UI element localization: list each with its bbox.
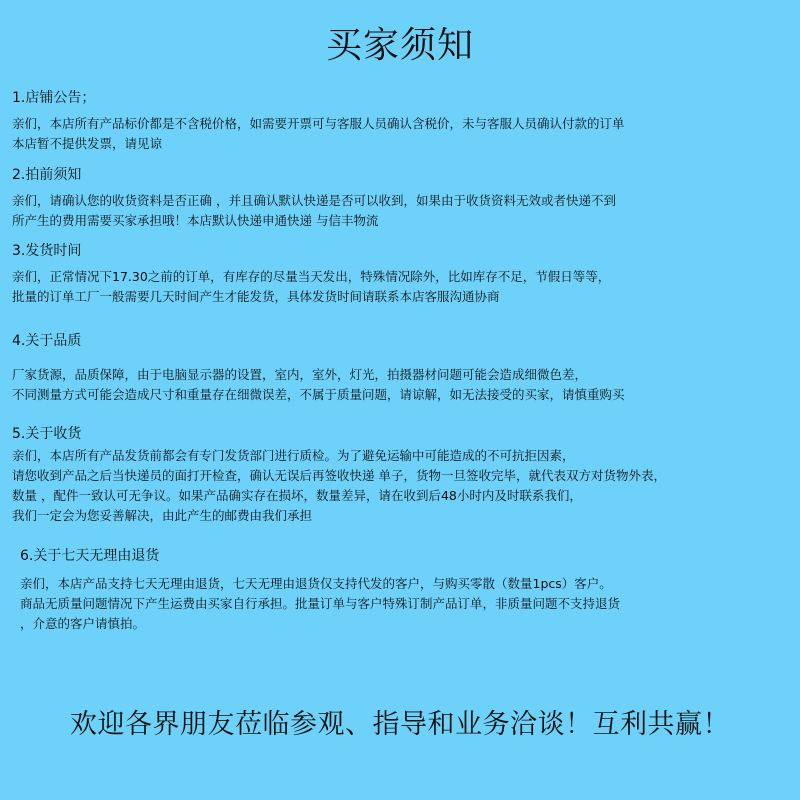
- section-before-purchase: [12, 165, 616, 231]
- section-line: 亲们，请确认您的收货资料是否正确 ，并且确认默认快递是否可以收到，如果由于收货资料无效或者快递不到: [12, 193, 616, 208]
- section-heading: 5.关于收货: [12, 426, 82, 442]
- section-heading: 2.拍前须知: [12, 167, 82, 183]
- section-quality: [12, 331, 625, 405]
- section-seven-day-return: [20, 546, 620, 634]
- section-line: 数量 ，配件一致认可无争议。如果产品确实存在损坏，数量差异，请在收到后48小时内及时联系我们，: [12, 488, 582, 503]
- section-line: 亲们，正常情况下17.30之前的订单，有库存的尽量当天发出，特殊情况除外，比如库存不足，节假日等等，: [12, 269, 611, 284]
- section-line: 我们一定会为您妥善解决，由此产生的邮费由我们承担: [12, 508, 313, 523]
- section-heading: 1.店铺公告；: [12, 90, 96, 106]
- section-line: 厂家货源，品质保障，由于电脑显示器的设置，室内，室外，灯光，拍摄器材问题可能会造成细微色差，: [12, 367, 588, 382]
- section-receiving: [12, 424, 666, 526]
- section-store-announcement: [12, 88, 625, 154]
- section-line: 本店暂不提供发票，请见谅: [12, 136, 163, 151]
- section-line: 亲们，本店产品支持七天无理由退货，七天无理由退货仅支持代发的客户，与购买零散（数量1pcs）客户。: [20, 576, 612, 591]
- section-line: 请您收到产品之后当快递员的面打开检查，确认无误后再签收快递 单子，货物一旦签收完毕，就代表双方对货物外表，: [12, 468, 666, 483]
- section-line: 商品无质量问题情况下产生运费由买家自行承担。批量订单与客户特殊订制产品订单，非质量问题不支持退货: [20, 596, 621, 611]
- section-heading: 3.发货时间: [12, 243, 82, 259]
- section-line: 所产生的费用需要买家承担哦！本店默认快递申通快递 与信丰物流: [12, 213, 379, 228]
- section-line: ，介意的客户请慎拍。: [20, 616, 146, 631]
- section-heading: 4.关于品质: [12, 333, 82, 349]
- section-line: 不同测量方式可能会造成尺寸和重量存在细微误差，不属于质量问题，请谅解，如无法接受的买家，请慎重购买: [12, 387, 625, 402]
- section-heading: 6.关于七天无理由退货: [20, 548, 160, 564]
- section-line: 亲们，本店所有产品标价都是不含税价格，如需要开票可与客服人员确认含税价，未与客服人员确认付款的订单: [12, 116, 625, 131]
- section-line: 批量的订单工厂一般需要几天时间产生才能发货，具体发货时间请联系本店客服沟通协商: [12, 289, 500, 304]
- section-shipping-time: [12, 241, 610, 307]
- page-title: 买家须知: [325, 25, 474, 66]
- section-line: 亲们，本店所有产品发货前都会有专门发货部门进行质检。为了避免运输中可能造成的不可抗拒因素，: [12, 448, 575, 463]
- footer-slogan: 欢迎各界朋友莅临参观、指导和业务洽谈！互利共赢！: [70, 709, 730, 740]
